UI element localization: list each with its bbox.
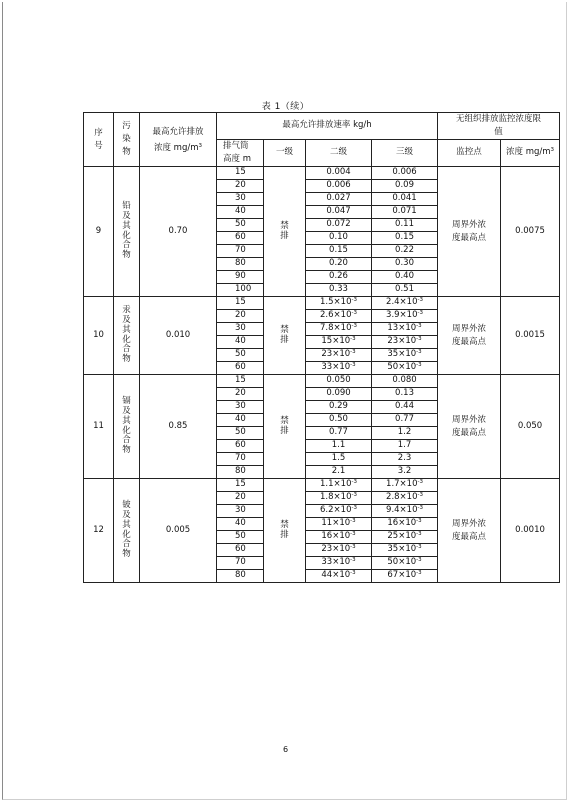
grade2-cell: $23\times 10^{-3}$ [306, 349, 372, 362]
grade2-cell: 2.1 [306, 466, 372, 479]
grade2-cell: $6.2\times 10^{-3}$ [306, 505, 372, 518]
pollutant-cell: 汞 及 其 化 合 物 [114, 297, 140, 375]
grade2-cell: $11\times 10^{-3}$ [306, 518, 372, 531]
grade2-cell: 0.072 [306, 219, 372, 232]
stack-height-cell: 100 [217, 284, 264, 297]
max-conc-cell: 0.85 [140, 375, 217, 479]
grade2-cell: 1.1 [306, 440, 372, 453]
grade3-cell: $3.9\times 10^{-3}$ [372, 310, 438, 323]
stack-height-cell: 60 [217, 362, 264, 375]
stack-height-cell: 20 [217, 492, 264, 505]
stack-height-cell: 50 [217, 531, 264, 544]
grade3-cell: 1.7 [372, 440, 438, 453]
table-row [84, 375, 560, 388]
header-max-rate: 最高允许排放速率 kg/h [217, 113, 438, 140]
stack-height-cell: 20 [217, 388, 264, 401]
seq-cell: 9 [84, 167, 114, 297]
stack-height-cell: 30 [217, 323, 264, 336]
stack-height-cell: 80 [217, 466, 264, 479]
table-row [84, 167, 560, 180]
emission-standards-table [83, 112, 560, 583]
grade3-cell: 0.22 [372, 245, 438, 258]
grade3-cell: $50\times 10^{-3}$ [372, 557, 438, 570]
stack-height-cell: 50 [217, 349, 264, 362]
grade2-cell: 1.5 [306, 453, 372, 466]
stack-height-cell: 60 [217, 544, 264, 557]
grade2-cell: $15\times 10^{-3}$ [306, 336, 372, 349]
stack-height-cell: 70 [217, 453, 264, 466]
grade2-cell: 0.29 [306, 401, 372, 414]
grade3-cell: 0.51 [372, 284, 438, 297]
grade2-cell: 0.006 [306, 180, 372, 193]
grade3-cell: 0.44 [372, 401, 438, 414]
fugitive-conc-cell: 0.0075 [501, 167, 560, 297]
monitor-point-cell: 周界外浓 度最高点 [438, 167, 501, 297]
grade3-cell: 0.30 [372, 258, 438, 271]
monitor-point-cell: 周界外浓 度最高点 [438, 297, 501, 375]
grade2-cell: 0.20 [306, 258, 372, 271]
grade2-cell: 0.26 [306, 271, 372, 284]
grade3-cell: 1.2 [372, 427, 438, 440]
stack-height-cell: 20 [217, 310, 264, 323]
grade3-cell: $2.4\times 10^{-3}$ [372, 297, 438, 310]
grade3-cell: $50\times 10^{-3}$ [372, 362, 438, 375]
stack-height-cell: 15 [217, 375, 264, 388]
pollutant-cell: 镉 及 其 化 合 物 [114, 375, 140, 479]
max-conc-cell: 0.005 [140, 479, 217, 583]
stack-height-cell: 60 [217, 440, 264, 453]
grade1-cell: 禁 排 [264, 297, 306, 375]
grade2-cell: 0.15 [306, 245, 372, 258]
header-grade1: 一级 [264, 140, 306, 167]
grade2-cell: $33\times 10^{-3}$ [306, 362, 372, 375]
grade3-cell: $9.4\times 10^{-3}$ [372, 505, 438, 518]
seq-cell: 12 [84, 479, 114, 583]
grade2-cell: 0.090 [306, 388, 372, 401]
grade3-cell: $67\times 10^{-3}$ [372, 570, 438, 583]
monitor-point-cell: 周界外浓 度最高点 [438, 375, 501, 479]
grade3-cell: $25\times 10^{-3}$ [372, 531, 438, 544]
grade3-cell: $23\times 10^{-3}$ [372, 336, 438, 349]
grade1-cell: 禁 排 [264, 167, 306, 297]
grade2-cell: $1.1\times 10^{-3}$ [306, 479, 372, 492]
pollutant-cell: 铅 及 其 化 合 物 [114, 167, 140, 297]
stack-height-cell: 50 [217, 427, 264, 440]
header-fugitive: 无组织排放监控浓度限值 [438, 113, 560, 140]
seq-cell: 10 [84, 297, 114, 375]
stack-height-cell: 80 [217, 570, 264, 583]
grade3-cell: $16\times 10^{-3}$ [372, 518, 438, 531]
stack-height-cell: 90 [217, 271, 264, 284]
header-monitor-point: 监控点 [438, 140, 501, 167]
grade3-cell: 0.15 [372, 232, 438, 245]
table-caption: 表 1（续） [261, 102, 310, 112]
grade2-cell: 0.10 [306, 232, 372, 245]
stack-height-cell: 30 [217, 505, 264, 518]
stack-height-cell: 30 [217, 401, 264, 414]
table-body [84, 167, 560, 583]
header-fugitive-conc: 浓度 $mg/m^3$ [501, 140, 560, 167]
grade2-cell: 0.027 [306, 193, 372, 206]
header-seq: 序号 [84, 113, 114, 167]
seq-cell: 11 [84, 375, 114, 479]
grade3-cell: 0.11 [372, 219, 438, 232]
header-pollutant: 污染物 [114, 113, 140, 167]
grade1-cell: 禁 排 [264, 479, 306, 583]
monitor-point-cell: 周界外浓 度最高点 [438, 479, 501, 583]
grade3-cell: $1.7\times 10^{-3}$ [372, 479, 438, 492]
grade2-cell: $16\times 10^{-3}$ [306, 531, 372, 544]
stack-height-cell: 50 [217, 219, 264, 232]
grade2-cell: $23\times 10^{-3}$ [306, 544, 372, 557]
grade3-cell: 2.3 [372, 453, 438, 466]
grade2-cell: 0.047 [306, 206, 372, 219]
grade3-cell: 0.09 [372, 180, 438, 193]
fugitive-conc-cell: 0.0015 [501, 297, 560, 375]
grade2-cell: 0.50 [306, 414, 372, 427]
grade2-cell: 0.004 [306, 167, 372, 180]
page-number: 6 [282, 745, 289, 754]
header-max-conc: 最高允许排放 浓度 $mg/m^3$ [140, 113, 217, 167]
grade2-cell: $1.5\times 10^{-3}$ [306, 297, 372, 310]
stack-height-cell: 30 [217, 193, 264, 206]
grade3-cell: 3.2 [372, 466, 438, 479]
grade1-cell: 禁 排 [264, 375, 306, 479]
grade3-cell: $2.8\times 10^{-3}$ [372, 492, 438, 505]
grade3-cell: 0.041 [372, 193, 438, 206]
grade2-cell: $7.8\times 10^{-3}$ [306, 323, 372, 336]
stack-height-cell: 70 [217, 245, 264, 258]
max-conc-cell: 0.70 [140, 167, 217, 297]
stack-height-cell: 70 [217, 557, 264, 570]
stack-height-cell: 80 [217, 258, 264, 271]
grade3-cell: $13\times 10^{-3}$ [372, 323, 438, 336]
grade3-cell: 0.40 [372, 271, 438, 284]
grade3-cell: 0.080 [372, 375, 438, 388]
stack-height-cell: 15 [217, 167, 264, 180]
header-stack-height: 排气筒 高度 m [217, 140, 264, 167]
grade3-cell: 0.006 [372, 167, 438, 180]
header-grade3: 三级 [372, 140, 438, 167]
stack-height-cell: 40 [217, 206, 264, 219]
stack-height-cell: 20 [217, 180, 264, 193]
grade2-cell: $33\times 10^{-3}$ [306, 557, 372, 570]
stack-height-cell: 40 [217, 414, 264, 427]
grade3-cell: 0.77 [372, 414, 438, 427]
grade3-cell: $35\times 10^{-3}$ [372, 349, 438, 362]
grade2-cell: 0.33 [306, 284, 372, 297]
grade2-cell: 0.77 [306, 427, 372, 440]
fugitive-conc-cell: 0.0010 [501, 479, 560, 583]
grade3-cell: 0.071 [372, 206, 438, 219]
stack-height-cell: 15 [217, 479, 264, 492]
stack-height-cell: 40 [217, 518, 264, 531]
grade2-cell: $1.8\times 10^{-3}$ [306, 492, 372, 505]
grade2-cell: 0.050 [306, 375, 372, 388]
grade2-cell: $2.6\times 10^{-3}$ [306, 310, 372, 323]
header-grade2: 二级 [306, 140, 372, 167]
stack-height-cell: 15 [217, 297, 264, 310]
table-row [84, 297, 560, 310]
pollutant-cell: 铍 及 其 化 合 物 [114, 479, 140, 583]
grade2-cell: $44\times 10^{-3}$ [306, 570, 372, 583]
table-row [84, 479, 560, 492]
max-conc-cell: 0.010 [140, 297, 217, 375]
stack-height-cell: 60 [217, 232, 264, 245]
stack-height-cell: 40 [217, 336, 264, 349]
grade3-cell: 0.13 [372, 388, 438, 401]
fugitive-conc-cell: 0.050 [501, 375, 560, 479]
grade3-cell: $35\times 10^{-3}$ [372, 544, 438, 557]
